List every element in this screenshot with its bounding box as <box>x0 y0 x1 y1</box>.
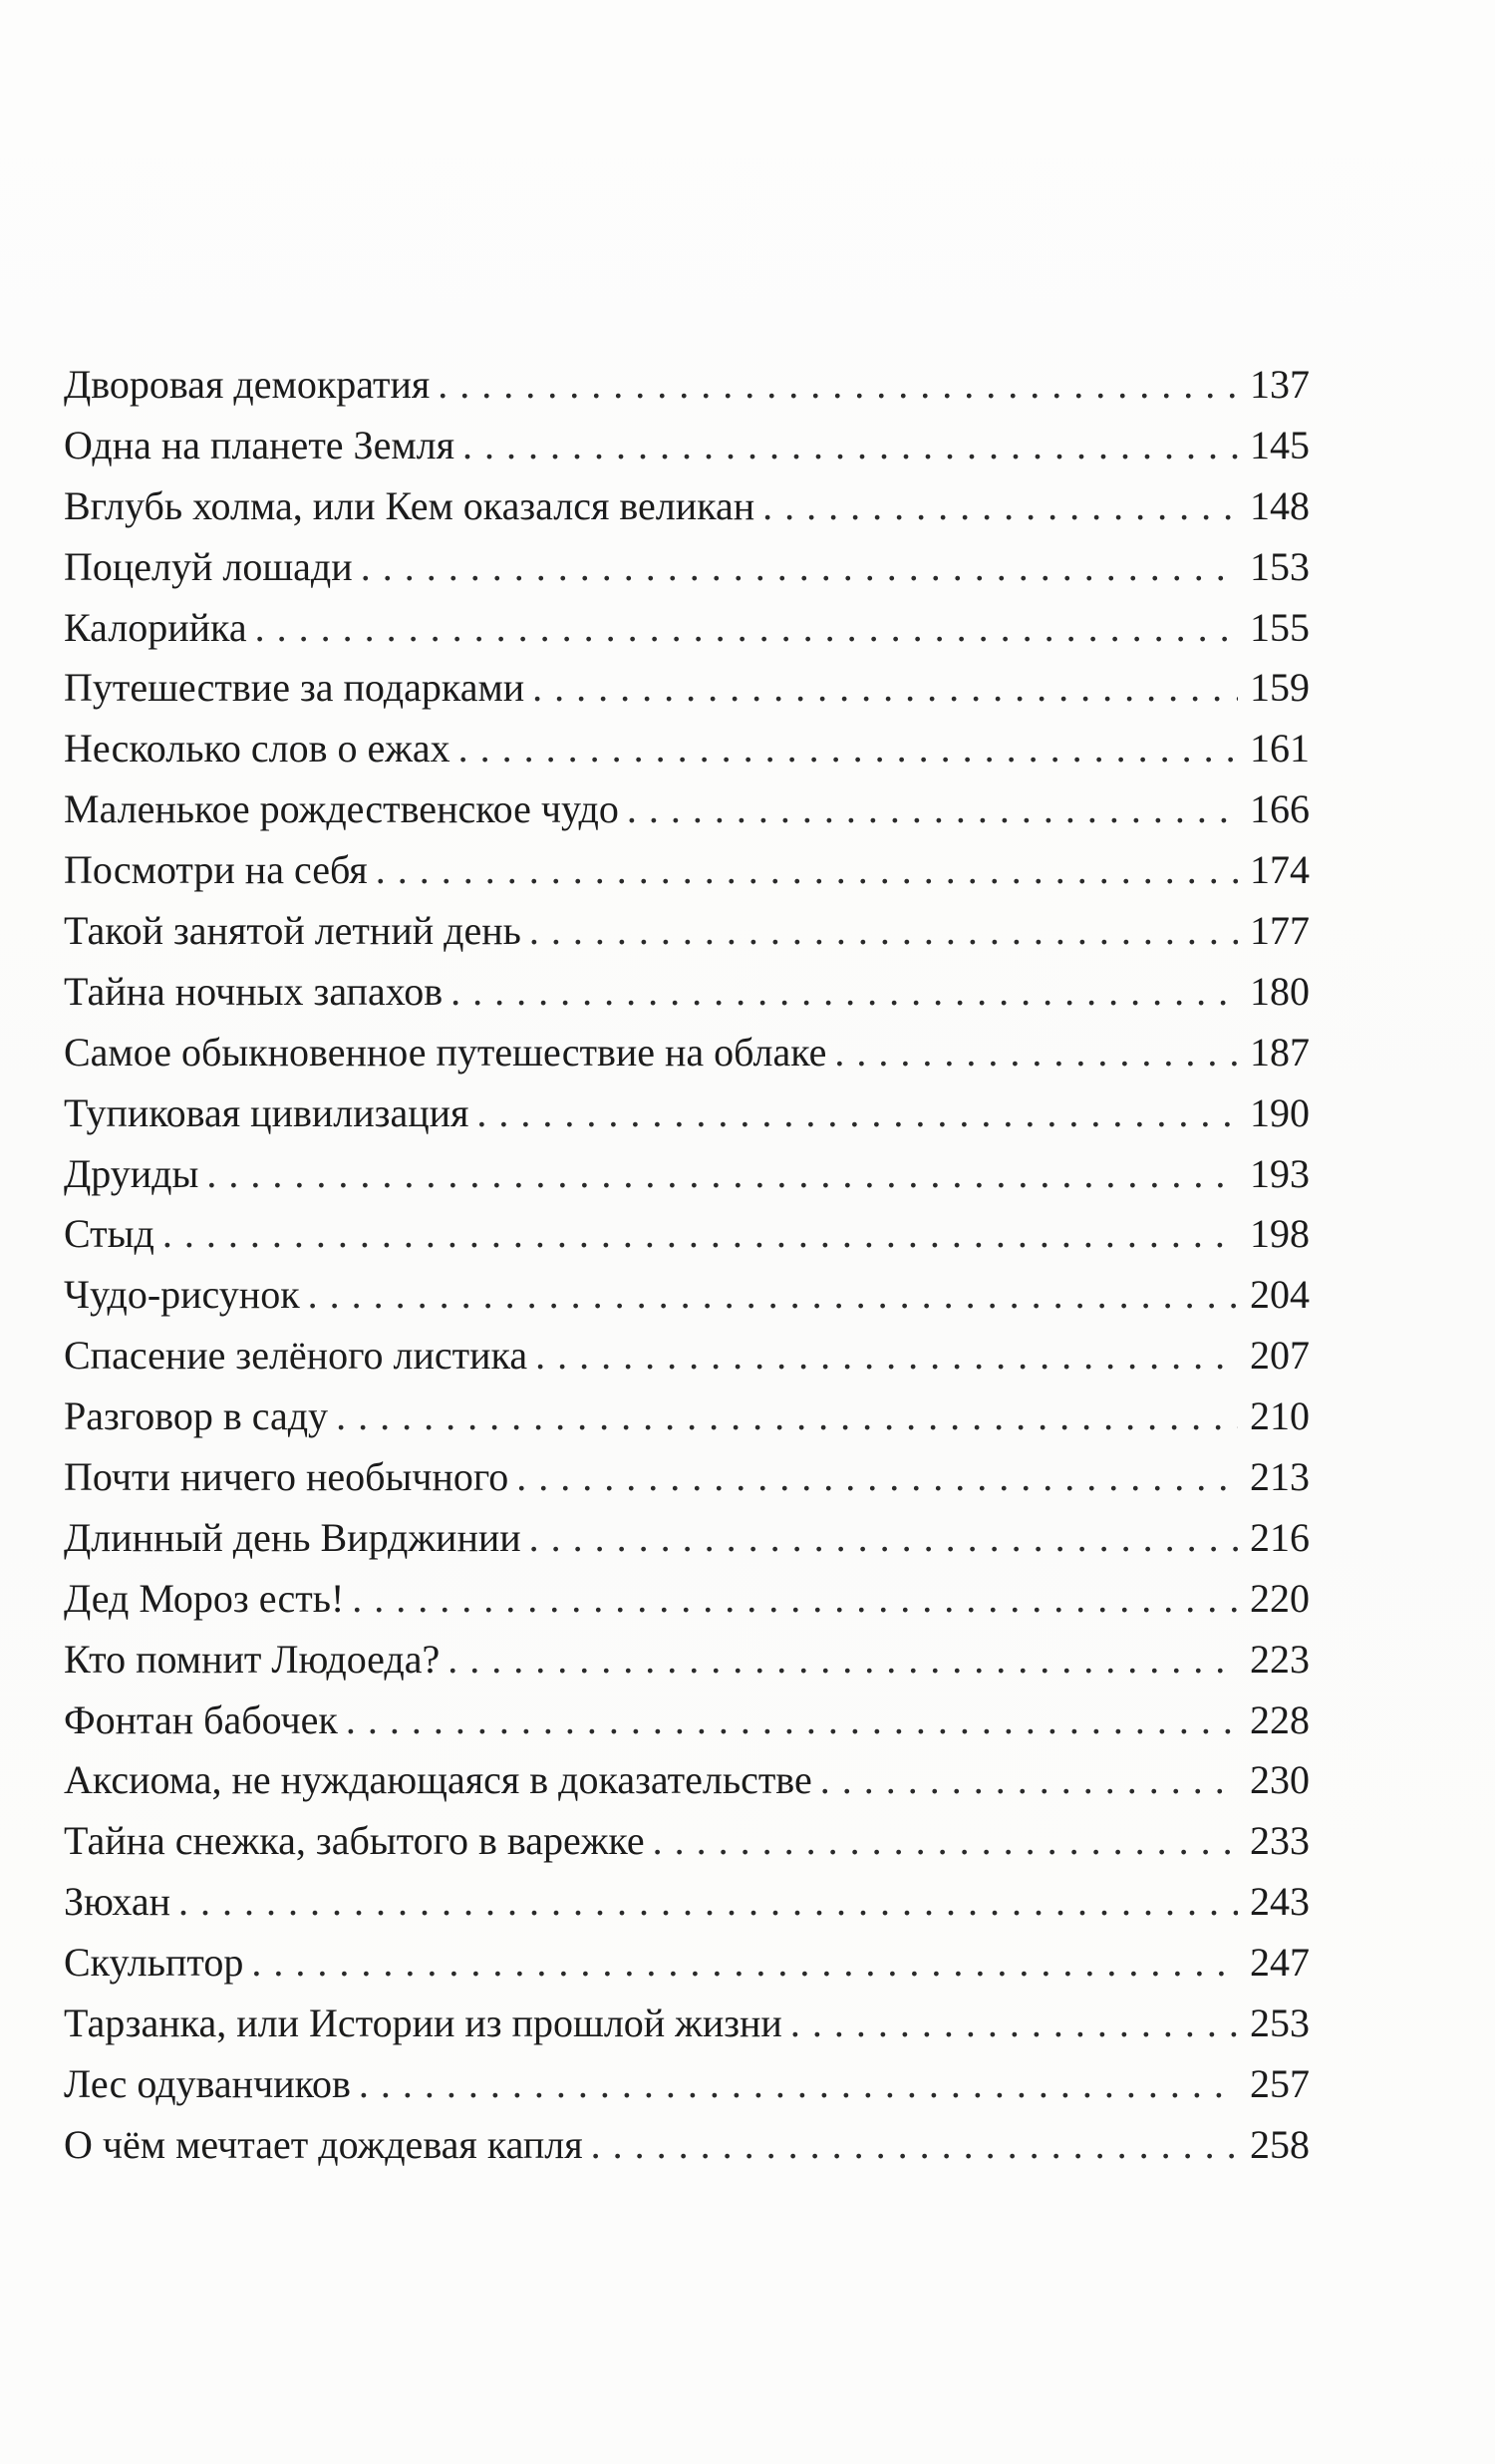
dot-leader <box>251 1933 1238 1994</box>
dot-leader <box>762 476 1238 537</box>
dot-leader <box>627 779 1238 840</box>
dot-leader <box>206 1144 1238 1205</box>
dot-leader <box>361 537 1238 598</box>
toc-entry <box>64 1750 1310 1811</box>
toc-entry-title: Дворовая демократия <box>64 362 431 407</box>
toc-entry-title: Маленькое рождественское чудо <box>64 786 619 832</box>
toc-entry-title: Почти ничего необычного <box>64 1454 509 1500</box>
toc-entry-title: Тайна ночных запахов <box>64 968 444 1014</box>
toc-entry-title: Разговор в саду <box>64 1393 329 1439</box>
toc-entry <box>64 2054 1310 2115</box>
toc-entry <box>64 1023 1310 1083</box>
toc-entry-title: Скульптор <box>64 1940 244 1986</box>
dot-leader <box>352 1569 1238 1630</box>
toc-entry <box>64 901 1310 962</box>
toc-entry-page: 155 <box>1250 604 1310 650</box>
toc-entry <box>64 1933 1310 1994</box>
toc-entry-page: 145 <box>1250 422 1310 467</box>
toc-entry-title: Несколько слов о ежах <box>64 726 450 771</box>
toc-entry <box>64 658 1310 719</box>
toc-entry-page: 216 <box>1250 1514 1310 1560</box>
dot-leader <box>359 2054 1238 2115</box>
toc-entry-page: 223 <box>1250 1636 1310 1682</box>
toc-entry-page: 230 <box>1250 1757 1310 1803</box>
toc-entry <box>64 962 1310 1023</box>
toc-entry-title: Тупиковая цивилизация <box>64 1089 469 1135</box>
toc-entry-page: 180 <box>1250 968 1310 1014</box>
dot-leader <box>532 658 1238 719</box>
toc-entry-title: Длинный день Вирджинии <box>64 1514 521 1560</box>
dot-leader <box>790 1994 1238 2054</box>
toc-entry <box>64 537 1310 598</box>
toc-entry-page: 153 <box>1250 543 1310 589</box>
toc-entry-page: 243 <box>1250 1879 1310 1925</box>
toc-entry <box>64 1872 1310 1933</box>
toc-entry <box>64 1326 1310 1386</box>
toc-entry <box>64 1811 1310 1872</box>
toc-entry-page: 198 <box>1250 1211 1310 1257</box>
toc-entry-title: Фонтан бабочек <box>64 1696 338 1742</box>
toc-entry-title: Лес одуванчиков <box>64 2060 351 2106</box>
toc-entry-title: Путешествие за подарками <box>64 665 525 711</box>
toc-entry-title: Друиды <box>64 1150 199 1196</box>
toc-entry <box>64 1144 1310 1205</box>
toc-entry-page: 207 <box>1250 1333 1310 1379</box>
toc-entry-title: Вглубь холма, или Кем оказался великан <box>64 482 755 528</box>
toc-entry <box>64 1994 1310 2054</box>
toc-entry-page: 258 <box>1250 2121 1310 2167</box>
toc-entry <box>64 1083 1310 1144</box>
dot-leader <box>450 962 1238 1023</box>
toc-entry <box>64 598 1310 659</box>
toc-entry-page: 166 <box>1250 786 1310 832</box>
dot-leader <box>458 719 1238 779</box>
toc-entry <box>64 1386 1310 1447</box>
toc-entry-title: Зюхан <box>64 1879 170 1925</box>
toc-entry-title: Одна на планете Земля <box>64 422 455 467</box>
toc-entry-page: 190 <box>1250 1089 1310 1135</box>
toc-entry-title: Чудо-рисунок <box>64 1272 300 1318</box>
toc-entry <box>64 1691 1310 1751</box>
toc-entry-title: Дед Мороз есть! <box>64 1575 345 1621</box>
toc-entry-page: 257 <box>1250 2060 1310 2106</box>
toc-entry-page: 220 <box>1250 1575 1310 1621</box>
toc-entry <box>64 476 1310 537</box>
toc-entry-title: Поцелуй лошади <box>64 543 353 589</box>
dot-leader <box>529 1508 1238 1569</box>
dot-leader <box>653 1811 1238 1872</box>
dot-leader <box>591 2115 1238 2176</box>
dot-leader <box>376 840 1238 901</box>
toc-entry <box>64 719 1310 779</box>
toc-entry-page: 159 <box>1250 665 1310 711</box>
dot-leader <box>476 1083 1238 1144</box>
toc-entry <box>64 1630 1310 1691</box>
dot-leader <box>820 1750 1238 1811</box>
toc-entry-title: Калорийка <box>64 604 247 650</box>
toc-entry-page: 247 <box>1250 1940 1310 1986</box>
table-of-contents <box>64 355 1310 2176</box>
dot-leader <box>529 901 1238 962</box>
toc-entry <box>64 1569 1310 1630</box>
dot-leader <box>535 1326 1238 1386</box>
toc-entry-title: Аксиома, не нуждающаяся в доказательстве <box>64 1757 812 1803</box>
dot-leader <box>336 1386 1238 1447</box>
toc-entry <box>64 355 1310 416</box>
toc-entry-page: 161 <box>1250 726 1310 771</box>
dot-leader <box>162 1204 1238 1265</box>
toc-entry <box>64 779 1310 840</box>
toc-entry-page: 187 <box>1250 1029 1310 1075</box>
toc-entry <box>64 1265 1310 1326</box>
toc-entry-page: 253 <box>1250 2001 1310 2046</box>
toc-entry-page: 177 <box>1250 908 1310 954</box>
toc-entry-title: О чём мечтает дождевая капля <box>64 2121 583 2167</box>
toc-entry-title: Кто помнит Людоеда? <box>64 1636 441 1682</box>
dot-leader <box>438 355 1238 416</box>
dot-leader <box>516 1447 1238 1508</box>
toc-entry <box>64 1204 1310 1265</box>
dot-leader <box>448 1630 1238 1691</box>
toc-entry-page: 148 <box>1250 482 1310 528</box>
toc-entry-title: Тарзанка, или Истории из прошлой жизни <box>64 2001 782 2046</box>
toc-entry-title: Такой занятой летний день <box>64 908 521 954</box>
toc-entry-page: 137 <box>1250 362 1310 407</box>
toc-entry-title: Спасение зелёного листика <box>64 1333 528 1379</box>
toc-entry-page: 233 <box>1250 1818 1310 1864</box>
dot-leader <box>834 1023 1238 1083</box>
toc-entry-page: 204 <box>1250 1272 1310 1318</box>
toc-entry-page: 228 <box>1250 1696 1310 1742</box>
toc-entry-title: Самое обыкновенное путешествие на облаке <box>64 1029 827 1075</box>
dot-leader <box>178 1872 1238 1933</box>
toc-entry-page: 174 <box>1250 847 1310 893</box>
dot-leader <box>255 598 1238 659</box>
toc-entry <box>64 1508 1310 1569</box>
toc-entry-title: Тайна снежка, забытого в варежке <box>64 1818 645 1864</box>
toc-entry-title: Стыд <box>64 1211 154 1257</box>
toc-entry-title: Посмотри на себя <box>64 847 368 893</box>
toc-entry <box>64 840 1310 901</box>
toc-entry <box>64 416 1310 476</box>
dot-leader <box>308 1265 1238 1326</box>
dot-leader <box>462 416 1238 476</box>
toc-entry <box>64 2115 1310 2176</box>
toc-entry <box>64 1447 1310 1508</box>
toc-entry-page: 210 <box>1250 1393 1310 1439</box>
toc-entry-page: 213 <box>1250 1454 1310 1500</box>
toc-entry-page: 193 <box>1250 1150 1310 1196</box>
dot-leader <box>346 1691 1238 1751</box>
